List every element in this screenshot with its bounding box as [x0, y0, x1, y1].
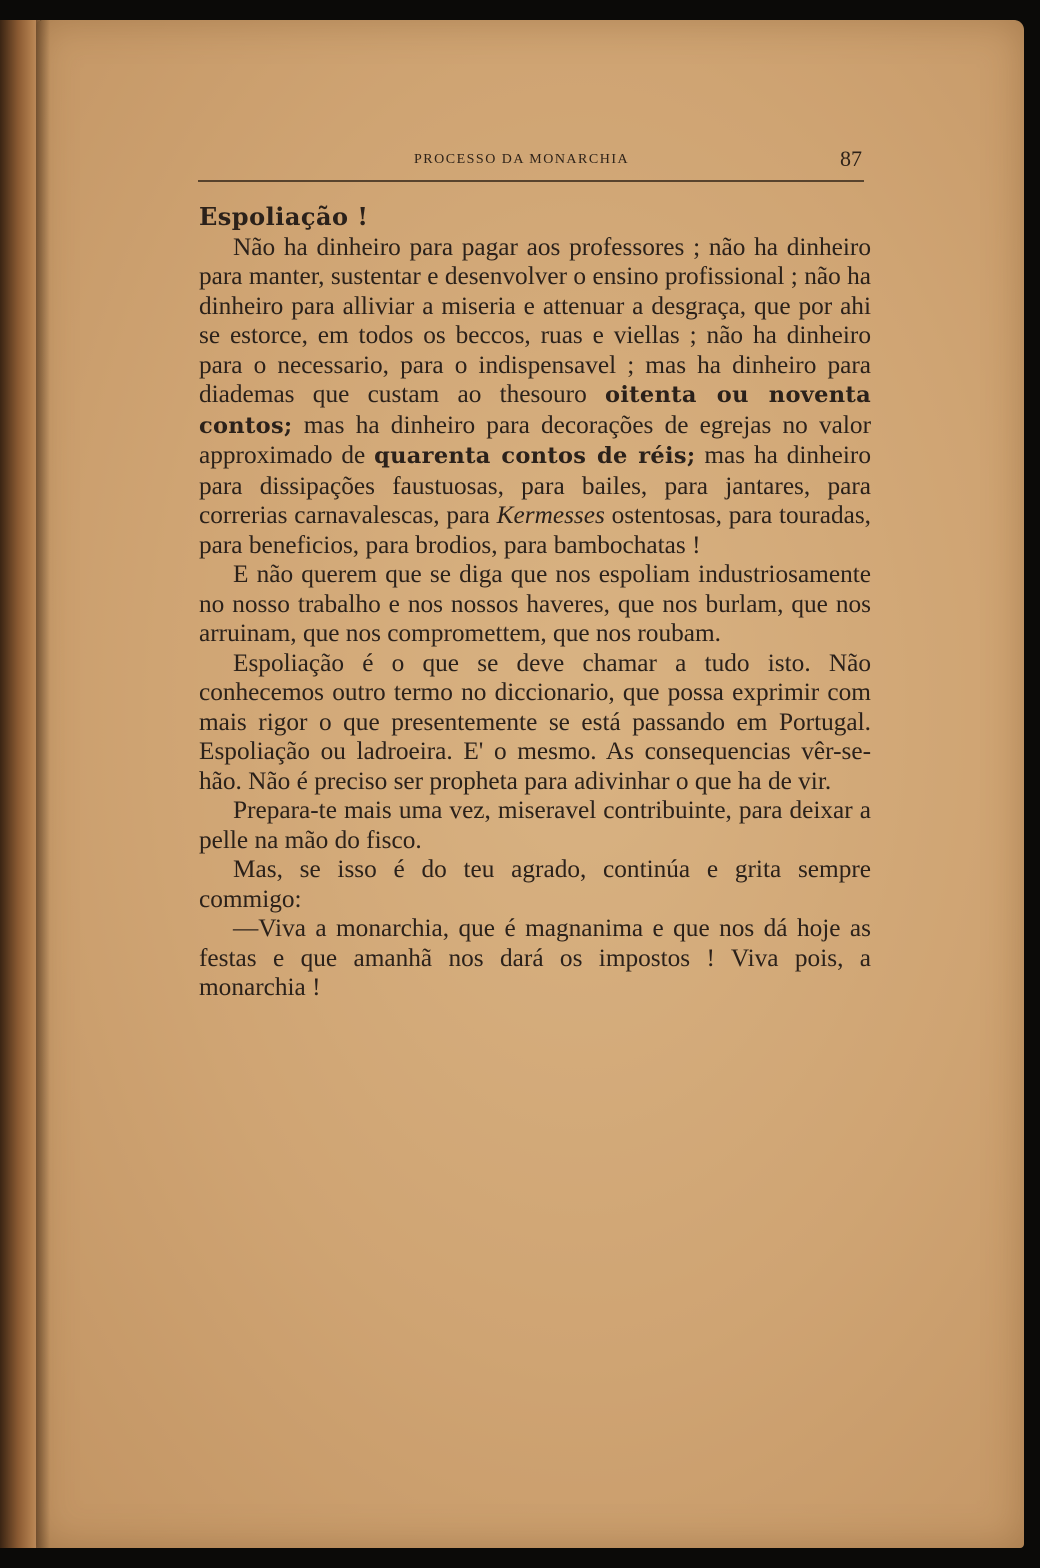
- paragraph-1-part-d: ostentosas, para touradas, para beneficios, para brodios, para bambochatas !: [199, 501, 871, 559]
- section-heading: Espoliação !: [199, 202, 369, 231]
- book-spine-shadow: [0, 20, 40, 1548]
- running-head: [200, 146, 870, 174]
- page-gutter-crease: [36, 20, 50, 1548]
- page-number: 87: [840, 146, 862, 171]
- body-text: [199, 202, 871, 1003]
- emphasis-oitenta-contos: oitenta ou noventa contos;: [199, 382, 871, 439]
- italic-kermesses: Kermesses: [496, 501, 605, 529]
- paragraph-1-part-c: mas ha dinheiro para dissipações faustuosas, para bailes, para jantares, para correrias carnavalescas, para: [199, 441, 871, 529]
- section-heading-line: [199, 202, 871, 233]
- paragraph-1-part-b: mas ha dinheiro para decorações de egrejas no valor approximado de: [199, 410, 871, 469]
- running-head-title: PROCESSO DA MONARCHIA: [414, 152, 630, 167]
- paragraph-1-part-a: Não ha dinheiro para pagar aos professores ; não ha dinheiro para manter, sustentar e desenvolver o ensino profissional ; não ha dinheiro para alliviar a miseria e attenuar a desgraça, que por ahi se estorce, em todos os beccos, ruas e viellas ; não ha dinheiro para o necessario, para o indispensavel ; mas ha dinheiro para diademas que custam ao thesouro: [199, 232, 871, 408]
- paragraph-5: Mas, se isso é do teu agrado, continúa e grita sempre commigo:: [199, 855, 871, 913]
- header-rule: [198, 180, 864, 182]
- emphasis-quarenta-contos: quarenta contos de réis;: [374, 443, 696, 469]
- paragraph-6: —Viva a monarchia, que é magnanima e que nos dá hoje as festas e que amanhã nos dará os impostos ! Viva pois, a monarchia !: [199, 914, 871, 1001]
- paragraph-1: [199, 233, 871, 561]
- paragraph-4: Prepara-te mais uma vez, miseravel contribuinte, para deixar a pelle na mão do fisco.: [199, 796, 871, 854]
- paragraph-3: Espoliação é o que se deve chamar a tudo isto. Não conhecemos outro termo no diccionario, que possa exprimir com mais rigor o que presentemente se está passando em Portugal. Espoliação ou ladroeira. E' o mesmo. As consequencias vêr-se-hão. Não é preciso ser propheta para adivinhar o que ha de vir.: [199, 648, 871, 795]
- paragraph-2: E não querem que se diga que nos espoliam industriosamente no nosso trabalho e nos nossos haveres, que nos burlam, que nos arruinam, que nos compromettem, que nos roubam.: [199, 560, 871, 647]
